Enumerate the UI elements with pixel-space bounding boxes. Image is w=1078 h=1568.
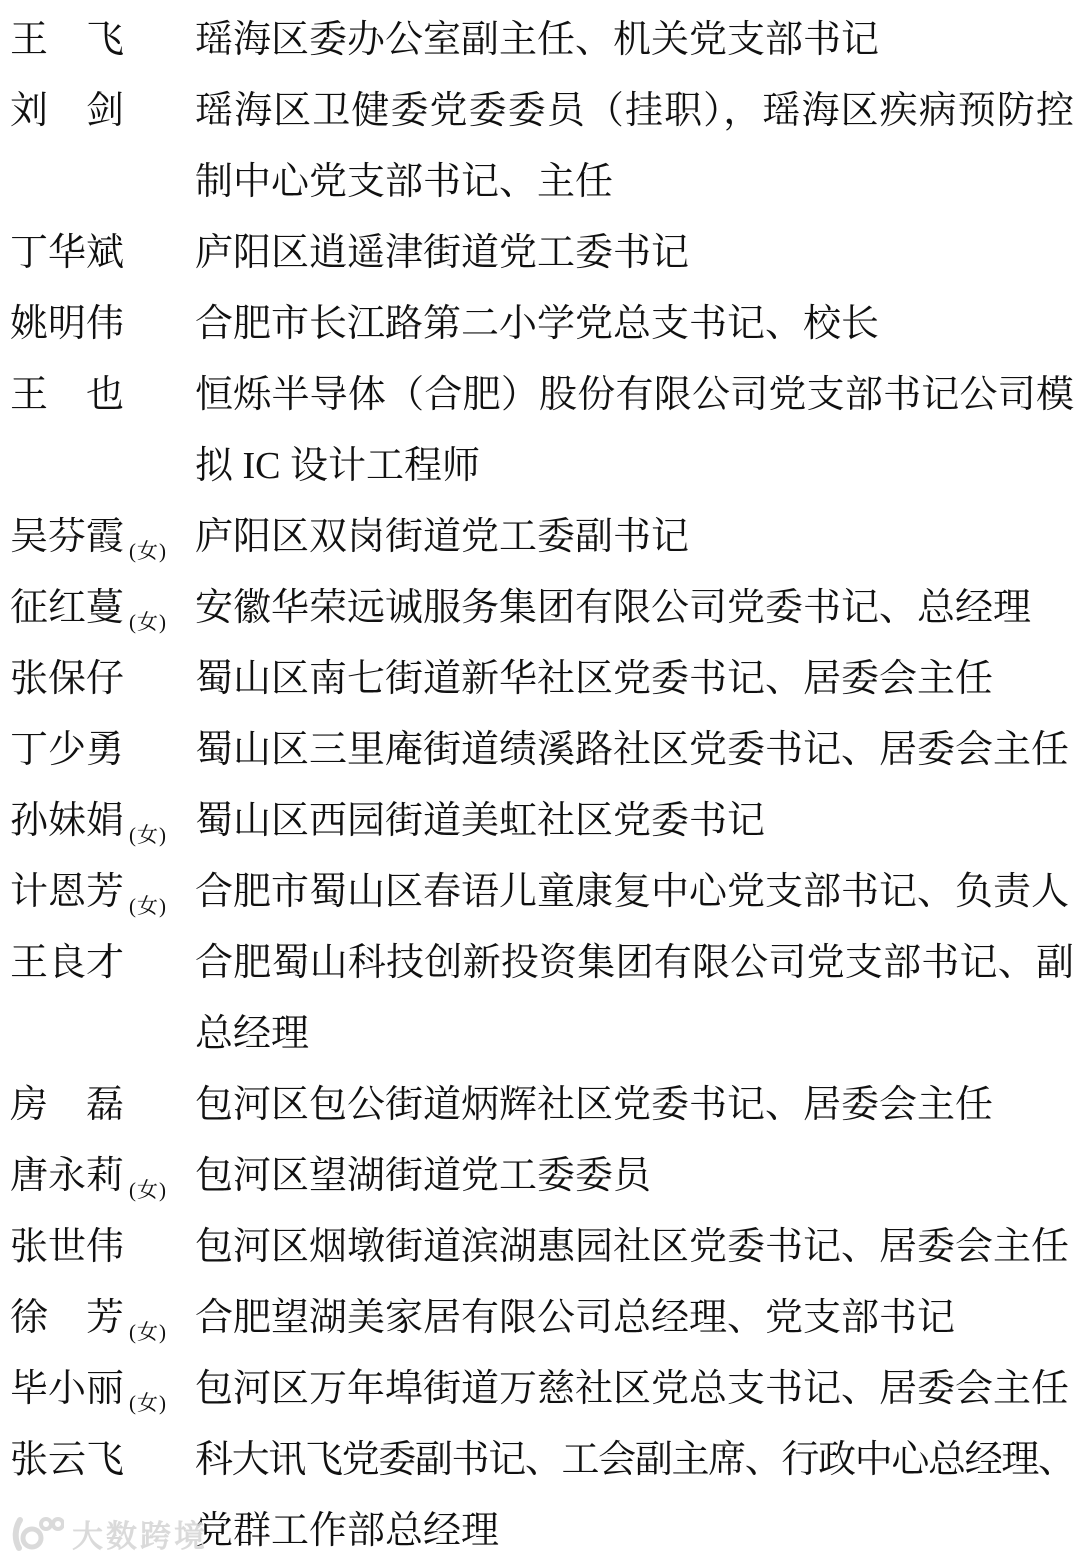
person-name: 张世伟 <box>10 1226 125 1268</box>
person-title-line: 恒烁半导体（合肥）股份有限公司党支部书记公司模 <box>195 374 1074 416</box>
roster-row <box>10 76 1074 218</box>
roster-row <box>10 1212 1074 1283</box>
roster-row <box>10 360 1074 502</box>
roster-row <box>10 715 1074 786</box>
person-title-line: 包河区烟墩街道滨湖惠园社区党委书记、居委会主任 <box>195 1226 1070 1268</box>
person-title-line: 瑶海区委办公室副主任、机关党支部书记 <box>195 19 880 61</box>
watermark-logo-icon <box>8 1513 64 1555</box>
roster-row <box>10 928 1074 1070</box>
person-title-line: 拟 IC 设计工程师 <box>195 445 481 487</box>
person-name: 计恩芳 <box>10 871 125 913</box>
roster-row <box>10 786 1074 857</box>
person-title-line: 蜀山区西园街道美虹社区党委书记 <box>195 800 766 842</box>
person-title-line: 包河区包公街道炳辉社区党委书记、居委会主任 <box>195 1084 994 1126</box>
person-title-line: 庐阳区双岗街道党工委副书记 <box>195 516 690 558</box>
person-name: 刘 剑 <box>10 90 125 132</box>
person-name: 张云飞 <box>10 1439 125 1481</box>
roster-row <box>10 857 1074 928</box>
gender-note: (女) <box>129 1320 167 1344</box>
watermark-brand-text: 大数跨境 <box>72 1519 208 1554</box>
gender-note: (女) <box>129 610 167 634</box>
person-title-line: 合肥市长江路第二小学党总支书记、校长 <box>195 303 880 345</box>
person-name: 毕小丽 <box>10 1368 125 1410</box>
person-name: 丁少勇 <box>10 729 125 771</box>
gender-note: (女) <box>129 1178 167 1202</box>
person-name: 丁华斌 <box>10 232 125 274</box>
person-name: 徐 芳 <box>10 1297 125 1339</box>
person-title-line: 蜀山区南七街道新华社区党委书记、居委会主任 <box>195 658 994 700</box>
person-title-line: 合肥市蜀山区春语儿童康复中心党支部书记、负责人 <box>195 871 1070 913</box>
roster-row <box>10 1283 1074 1354</box>
roster-row <box>10 502 1074 573</box>
person-name: 房 磊 <box>10 1084 125 1126</box>
roster-row <box>10 1141 1074 1212</box>
person-name: 吴芬霞 <box>10 516 125 558</box>
person-title-line: 科大讯飞党委副书记、工会副主席、行政中心总经理、 <box>195 1439 1074 1481</box>
gender-note: (女) <box>129 1391 167 1415</box>
person-title-line: 包河区万年埠街道万慈社区党总支书记、居委会主任 <box>195 1368 1070 1410</box>
person-name: 王良才 <box>10 942 125 984</box>
person-name: 张保仔 <box>10 658 125 700</box>
roster-row <box>10 573 1074 644</box>
person-name: 孙妹娟 <box>10 800 125 842</box>
person-title-line: 合肥蜀山科技创新投资集团有限公司党支部书记、副 <box>195 942 1074 984</box>
person-name: 姚明伟 <box>10 303 125 345</box>
gender-note: (女) <box>129 894 167 918</box>
person-name: 王 也 <box>10 374 125 416</box>
person-title-line: 安徽华荣远诚服务集团有限公司党委书记、总经理 <box>195 587 1032 629</box>
gender-note: (女) <box>129 539 167 563</box>
roster-row <box>10 218 1074 289</box>
person-title-line: 庐阳区逍遥津街道党工委书记 <box>195 232 690 274</box>
gender-note: (女) <box>129 823 167 847</box>
person-title-line: 瑶海区卫健委党委委员（挂职），瑶海区疾病预防控 <box>195 90 1074 132</box>
person-title-line: 合肥望湖美家居有限公司总经理、党支部书记 <box>195 1297 956 1339</box>
roster-row <box>10 1354 1074 1425</box>
roster-row <box>10 1070 1074 1141</box>
person-title-line: 制中心党支部书记、主任 <box>195 161 614 203</box>
roster-row <box>10 644 1074 715</box>
roster-row <box>10 5 1074 76</box>
person-name: 征红蔓 <box>10 587 125 629</box>
roster-row <box>10 289 1074 360</box>
person-name: 唐永莉 <box>10 1155 125 1197</box>
person-title-line: 总经理 <box>195 1013 310 1055</box>
person-title-line: 党群工作部总经理 <box>195 1510 500 1552</box>
person-title-line: 包河区望湖街道党工委委员 <box>195 1155 652 1197</box>
person-title-line: 蜀山区三里庵街道绩溪路社区党委书记、居委会主任 <box>195 729 1070 771</box>
person-name: 王 飞 <box>10 19 125 61</box>
watermark <box>8 1511 208 1556</box>
